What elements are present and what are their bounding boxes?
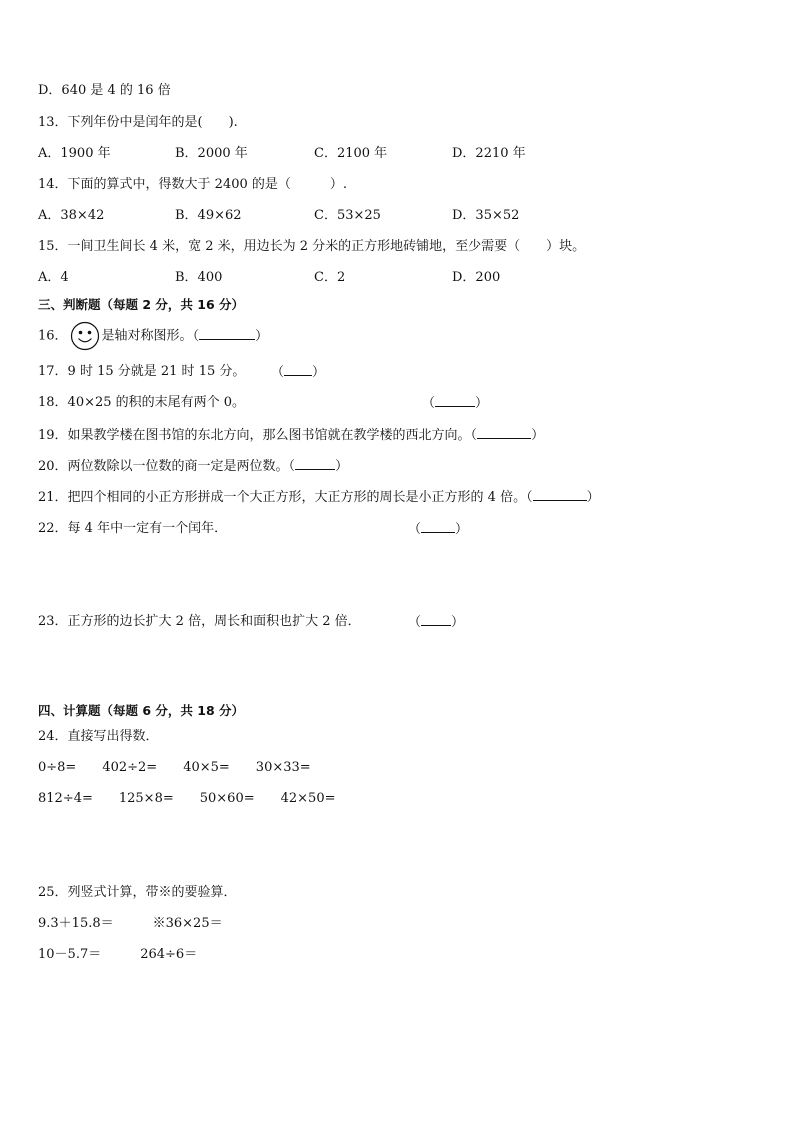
q21-answer-blank[interactable]: （ ） — [526, 490, 600, 505]
q21-line — [38, 488, 600, 507]
q14-option-d: D．35×52 — [452, 208, 520, 223]
q15-stem: 15．一间卫生间长 4 米，宽 2 米，用边长为 2 分米的正方形地砖铺地，至少需要（ ）块。 — [38, 239, 586, 254]
q14-stem: 14．下面的算式中，得数大于 2400 的是（ ）. — [38, 177, 348, 192]
q16-number: 16． — [38, 328, 68, 344]
q14-option-c: C．53×25 — [314, 208, 381, 223]
q24-row-2: 812÷4= 125×8= 50×60= 42×50= — [38, 791, 336, 806]
q13-option-c: C．2100 年 — [314, 146, 388, 161]
q17-text: 17．9 时 15 分就是 21 时 15 分。 — [38, 364, 246, 379]
q15-option-b: B．400 — [175, 270, 223, 285]
q24-stem: 24．直接写出得数． — [38, 729, 159, 744]
q23-text: 23．正方形的边长扩大 2 倍，周长和面积也扩大 2 倍． — [38, 614, 361, 629]
q14-option-a: A．38×42 — [38, 208, 105, 223]
q23-answer-blank[interactable]: （ ） — [408, 615, 465, 630]
q18-answer-blank[interactable]: （ ） — [422, 396, 489, 411]
section-4-title: 四、计算题（每题 6 分，共 18 分） — [38, 703, 245, 718]
q16-line — [38, 321, 268, 352]
q13-option-a: A．1900 年 — [38, 146, 111, 161]
q25-stem: 25．列竖式计算，带※的要验算． — [38, 885, 237, 900]
q14-option-b: B．49×62 — [175, 208, 242, 223]
q17-answer-blank[interactable]: （ ） — [271, 365, 326, 380]
q25-row-2: 10－5.7＝ 264÷6＝ — [38, 947, 198, 962]
q21-text: 21．把四个相同的小正方形拼成一个大正方形，大正方形的周长是小正方形的 4 倍。 — [38, 490, 527, 505]
q15-option-d: D．200 — [452, 270, 501, 285]
q13-stem: 13．下列年份中是闰年的是( ). — [38, 115, 238, 130]
q19-line — [38, 426, 544, 445]
q22-answer-blank[interactable]: （ ） — [408, 522, 469, 537]
q24-row-1: 0÷8= 402÷2= 40×5= 30×33= — [38, 760, 311, 775]
smiley-face-icon — [70, 321, 100, 351]
q22-text: 22．每 4 年中一定有一个闰年． — [38, 521, 228, 536]
q20-text: 20．两位数除以一位数的商一定是两位数。 — [38, 459, 289, 474]
section-3-title: 三、判断题（每题 2 分，共 16 分） — [38, 297, 245, 312]
q13-option-d: D．2210 年 — [452, 146, 526, 161]
q15-option-c: C．2 — [314, 270, 346, 285]
q18-text: 18．40×25 的积的末尾有两个 0。 — [38, 395, 246, 410]
q20-answer-blank[interactable]: （ ） — [288, 459, 349, 474]
q16-answer-blank[interactable]: （ ） — [192, 328, 269, 344]
q12-option-d: D．640 是 4 的 16 倍 — [38, 83, 171, 98]
q19-text: 19．如果教学楼在图书馆的东北方向，那么图书馆就在教学楼的西北方向。 — [38, 428, 471, 443]
q13-option-b: B．2000 年 — [175, 146, 248, 161]
q16-text: 是轴对称图形。 — [101, 328, 193, 344]
q15-option-a: A．4 — [38, 270, 69, 285]
q25-row-1: 9.3＋15.8＝ ※36×25＝ — [38, 916, 223, 931]
q19-answer-blank[interactable]: （ ） — [470, 428, 545, 443]
q20-line — [38, 457, 348, 476]
